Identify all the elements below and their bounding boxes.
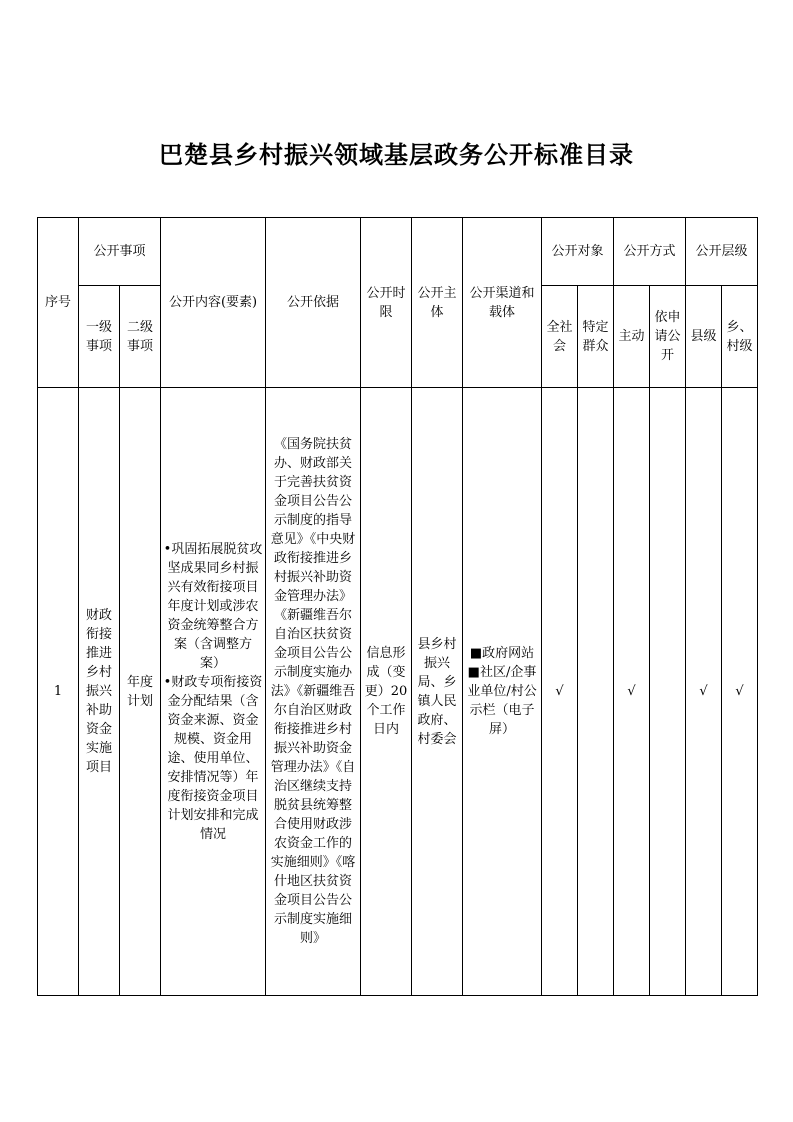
header-method-active: 主动 [614, 286, 650, 388]
row-time-limit: 信息形成（变更）20个工作日内 [361, 388, 412, 996]
header-method-group: 公开方式 [614, 218, 686, 286]
header-level-group: 公开层级 [686, 218, 758, 286]
row-method-request [650, 388, 686, 996]
header-item-group: 公开事项 [79, 218, 161, 286]
content-text: •巩固拓展脱贫攻坚成果同乡村振兴有效衔接项目年度计划或涉农资金统筹整合方案（含调整方案） •财政专项衔接资金分配结果（含资金来源、资金规模、资金用途、使用单位、安排情况等）年度衔接资金项目计划安排和完成情况 [163, 541, 263, 842]
row-level-township: √ [722, 388, 758, 996]
header-time-limit: 公开时限 [361, 218, 412, 388]
header-channel: 公开渠道和载体 [463, 218, 542, 388]
header-row-1 [38, 218, 758, 286]
row-method-active: √ [614, 388, 650, 996]
header-basis: 公开依据 [266, 218, 361, 388]
header-target-group: 公开对象 [542, 218, 614, 286]
row-content [161, 388, 266, 996]
row-item-level2: 年度计划 [120, 388, 161, 996]
header-index: 序号 [38, 218, 79, 388]
table-row [38, 388, 758, 996]
header-target-public: 全社会 [542, 286, 578, 388]
header-target-specific: 特定群众 [578, 286, 614, 388]
row-item-level1: 财政衔接推进乡村振兴补助资金实施项目 [79, 388, 120, 996]
channel-text: ■政府网站 ■社区/企事业单位/村公示栏（电子屏） [467, 646, 537, 737]
header-item-level1: 一级事项 [79, 286, 120, 388]
row-target-specific [578, 388, 614, 996]
catalog-table [37, 217, 758, 996]
page-title: 巴楚县乡村振兴领域基层政务公开标准目录 [159, 141, 634, 169]
row-level-county: √ [686, 388, 722, 996]
row-basis: 《国务院扶贫办、财政部关于完善扶贫资金项目公告公示制度的指导意见》《中央财政衔接推进乡村振兴补助资金管理办法》《新疆维吾尔自治区扶贫资金项目公告公示制度实施办法》《新疆维吾尔自治区财政衔接推进乡村振兴补助资金管理办法》《自治区继续支持脱贫县统筹整合使用财政涉农资金工作的实施细则》《喀什地区扶贫资金项目公告公示制度实施细则》 [266, 388, 361, 996]
header-item-level2: 二级事项 [120, 286, 161, 388]
row-channel [463, 388, 542, 996]
row-target-public: √ [542, 388, 578, 996]
header-level-township: 乡、村级 [722, 286, 758, 388]
header-content: 公开内容(要素) [161, 218, 266, 388]
row-index: 1 [38, 388, 79, 996]
header-subject: 公开主体 [412, 218, 463, 388]
header-level-county: 县级 [686, 286, 722, 388]
row-subject: 县乡村振兴局、乡镇人民政府、村委会 [412, 388, 463, 996]
header-method-request: 依申请公开 [650, 286, 686, 388]
